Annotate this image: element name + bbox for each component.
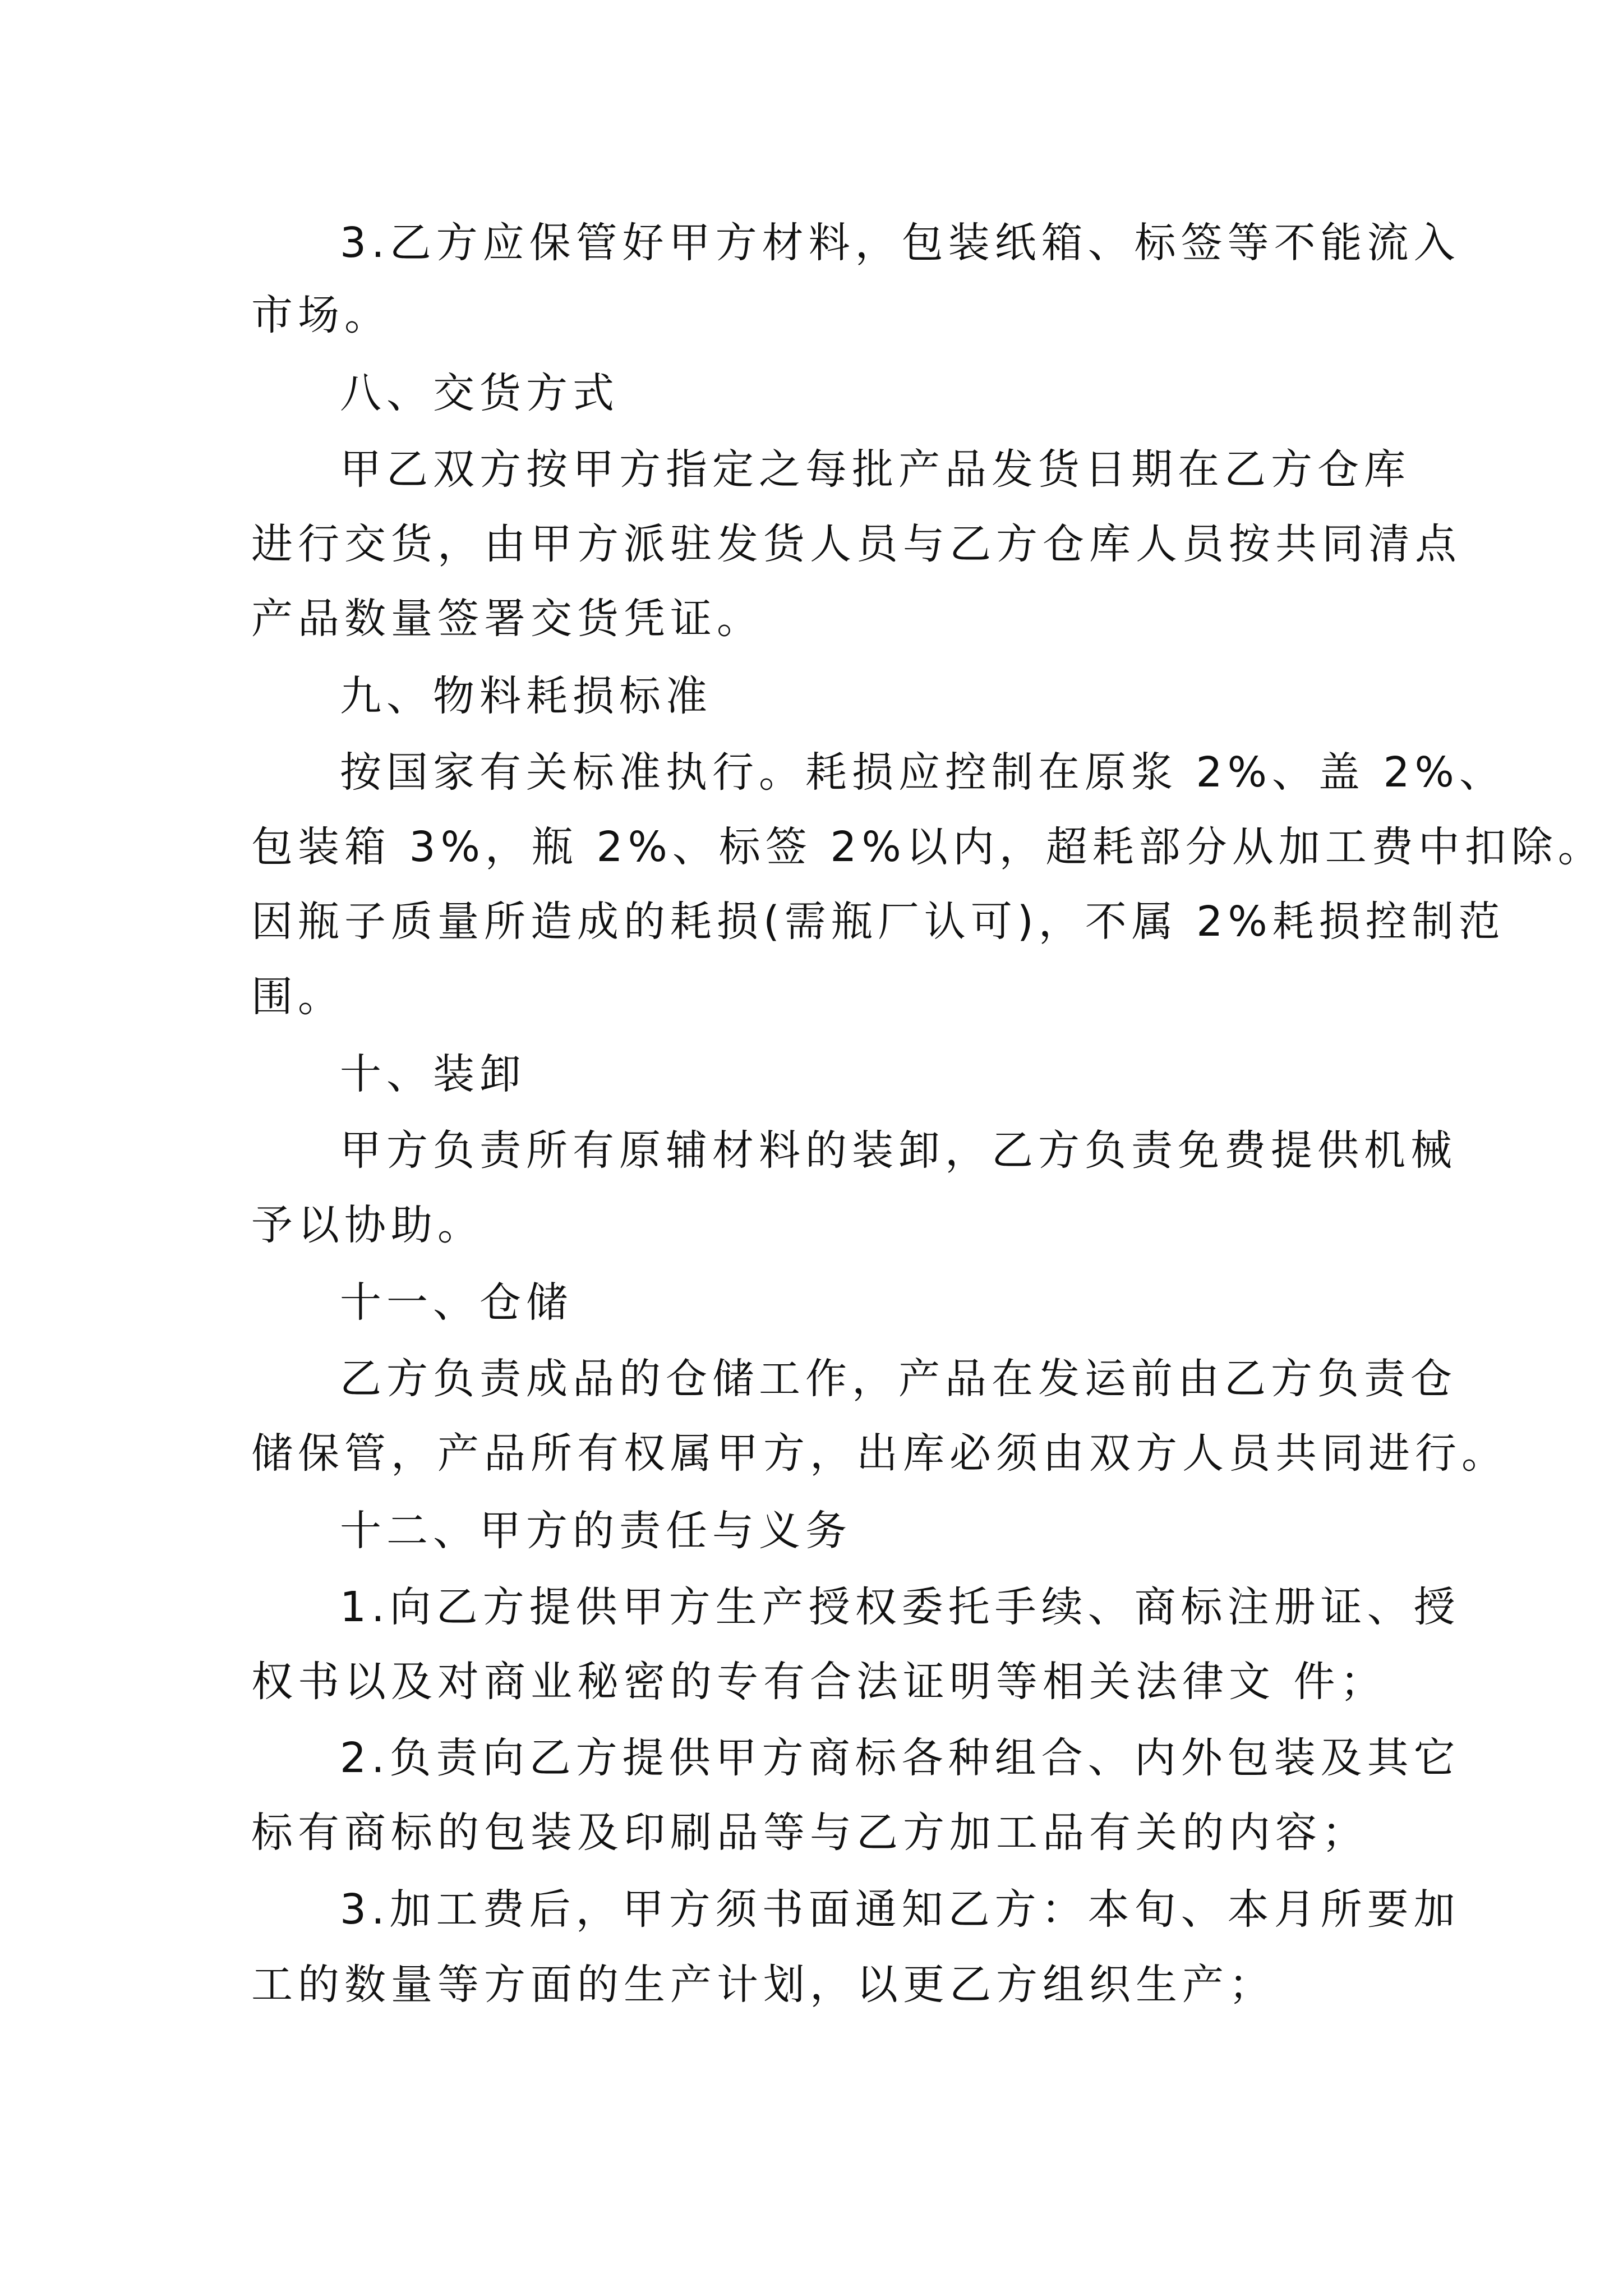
section-12-item-3-line-2: 工的数量等方面的生产计划，以更乙方组织生产； [251, 1961, 1275, 2009]
section-12-item-1-line-2: 权书以及对商业秘密的专有合法证明等相关法律文 件； [251, 1658, 1387, 1706]
section-12-item-2-line-1: 2.负责向乙方提供甲方商标各种组合、内外包装及其它 [340, 1734, 1460, 1782]
section-8-heading: 八、交货方式 [340, 369, 619, 417]
section-10-line-2: 予以协助。 [251, 1201, 484, 1249]
section-10-heading: 十、装卸 [340, 1050, 526, 1098]
section-12-item-1-line-1: 1.向乙方提供甲方生产授权委托手续、商标注册证、授 [340, 1583, 1460, 1631]
clause-7-3-line-1: 3.乙方应保管好甲方材料，包装纸箱、标签等不能流入 [340, 219, 1460, 267]
section-9-line-2: 包装箱 3%，瓶 2%、标签 2%以内，超耗部分从加工费中扣除。 [251, 823, 1604, 871]
section-11-line-2: 储保管，产品所有权属甲方，出库必须由双方人员共同进行。 [251, 1429, 1508, 1478]
section-8-line-1: 甲乙双方按甲方指定之每批产品发货日期在乙方仓库 [340, 445, 1410, 494]
section-11-line-1: 乙方负责成品的仓储工作，产品在发运前由乙方负责仓 [340, 1355, 1457, 1403]
section-12-item-3-line-1: 3.加工费后，甲方须书面通知乙方：本旬、本月所要加 [340, 1885, 1460, 1934]
section-9-heading: 九、物料耗损标准 [340, 672, 712, 720]
clause-7-3-line-2: 市场。 [251, 291, 391, 339]
section-11-heading: 十一、仓储 [340, 1278, 573, 1327]
section-10-line-1: 甲方负责所有原辅材料的装卸，乙方负责免费提供机械 [340, 1126, 1457, 1175]
section-8-line-3: 产品数量签署交货凭证。 [251, 595, 763, 643]
section-9-line-4: 围。 [251, 973, 344, 1021]
section-9-line-3: 因瓶子质量所造成的耗损(需瓶厂认可)，不属 2%耗损控制范 [251, 898, 1505, 946]
section-12-item-2-line-2: 标有商标的包装及印刷品等与乙方加工品有关的内容； [251, 1809, 1368, 1857]
section-12-heading: 十二、甲方的责任与义务 [340, 1507, 852, 1555]
section-8-line-2: 进行交货，由甲方派驻发货人员与乙方仓库人员按共同清点 [251, 520, 1461, 568]
section-9-line-1: 按国家有关标准执行。耗损应控制在原浆 2%、盖 2%、 [340, 748, 1506, 797]
